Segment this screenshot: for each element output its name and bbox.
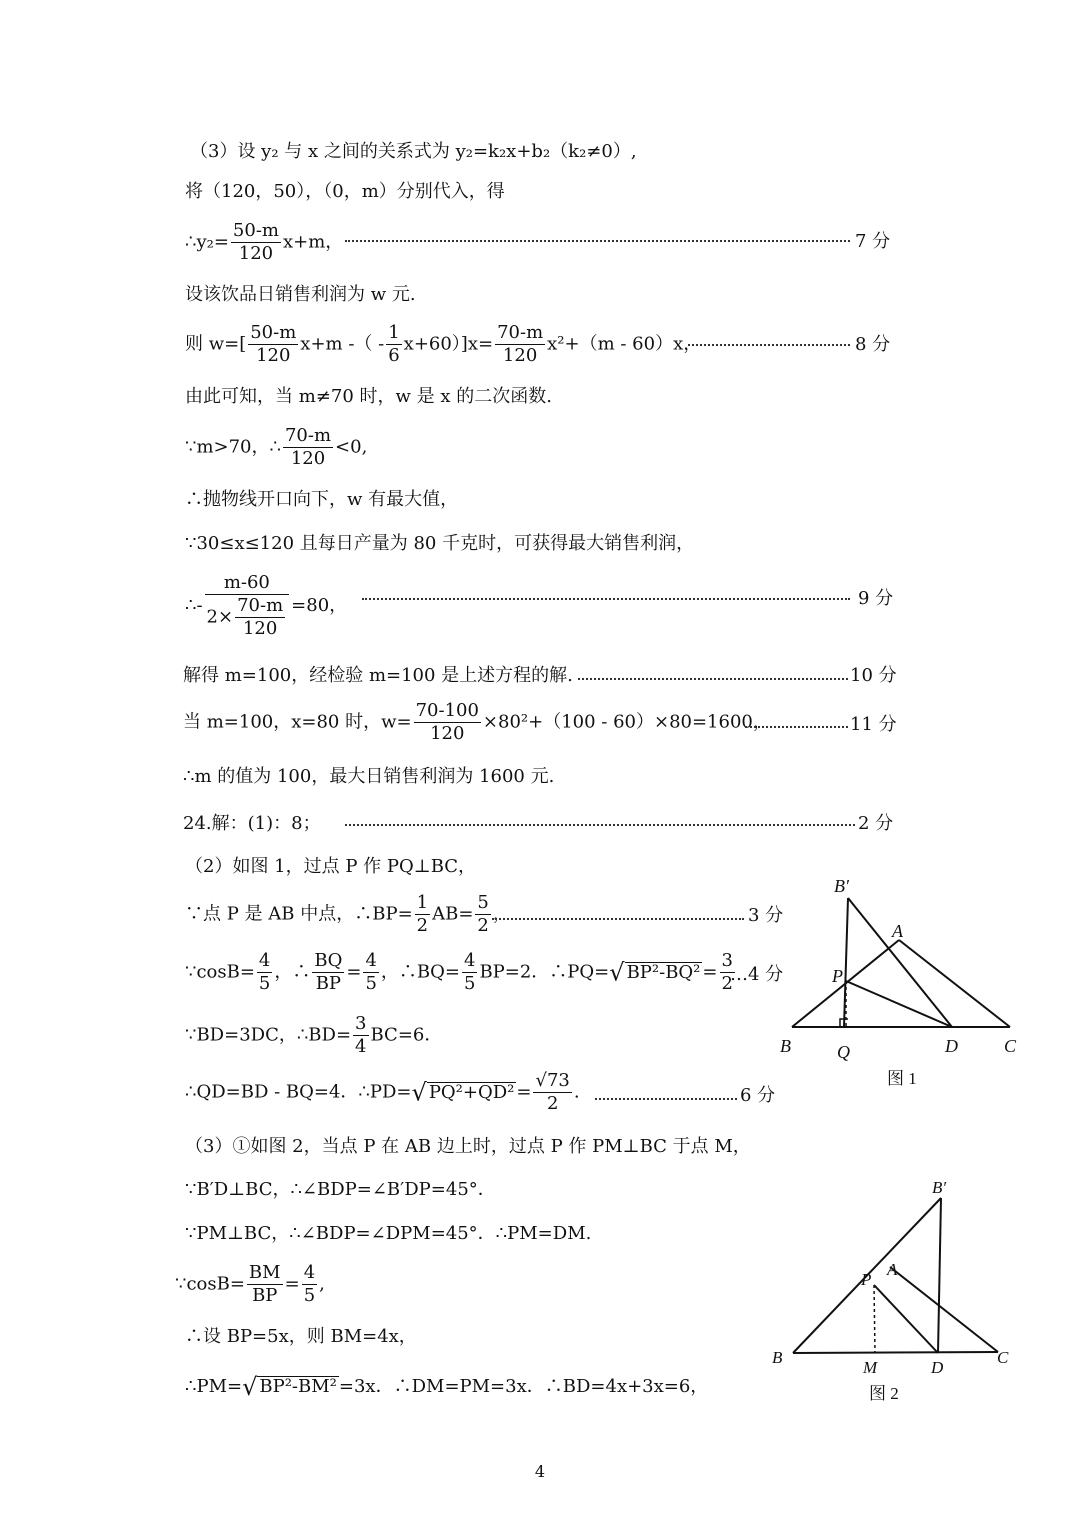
text: ∵BD=3DC，∴BD= (185, 1024, 352, 1046)
numerator: √73 (535, 1070, 570, 1091)
denominator: 4 (355, 1036, 367, 1057)
text: , (319, 1273, 325, 1295)
fraction (414, 700, 481, 745)
solution-line-16 (185, 892, 511, 937)
text: 2× (206, 606, 234, 628)
text: ， (492, 903, 511, 925)
line-ac (890, 1267, 998, 1352)
fraction (363, 950, 378, 995)
solution-line-9: ∵30≤x≤120 且每日产量为 80 千克时，可获得最大销售利润， (185, 533, 695, 554)
score-mark: 7 分 (855, 231, 891, 252)
denominator: 5 (365, 973, 377, 994)
text: ∵cosB= (175, 1273, 245, 1295)
denominator: 2 (721, 973, 733, 994)
solution-line-19 (185, 1070, 580, 1115)
label-m: M (863, 1358, 878, 1377)
score-mark: 3 分 (748, 905, 784, 926)
text: ×80²+（100 - 60）×80=1600， (482, 711, 771, 733)
solution-line-17 (185, 950, 737, 995)
solution-line-3 (185, 220, 343, 265)
dotted-leader (345, 824, 855, 826)
numerator: 50-m (232, 220, 279, 241)
denominator: BP (315, 973, 342, 994)
dotted-leader (345, 240, 850, 242)
text: AB= (432, 903, 474, 925)
label-p: P (861, 1270, 872, 1289)
denominator: 120 (502, 345, 538, 366)
solution-line-21: ∵B′D⊥BC，∴∠BDP=∠B′DP=45°． (185, 1179, 496, 1200)
fraction (235, 595, 285, 640)
text: ∵m>70，∴ (185, 436, 281, 458)
solution-line-14: 24.解：(1)：8； (183, 813, 321, 834)
figure-caption: 图 2 (869, 1384, 899, 1403)
solution-line-25 (185, 1375, 708, 1399)
radical-sign: √ (242, 1373, 258, 1401)
text: ，∴BQ= (380, 961, 460, 983)
fraction (302, 1262, 317, 1307)
text: x²+（m - 60）x， (547, 333, 702, 355)
numerator: 50-m (250, 322, 297, 343)
text: ∴y₂= (185, 231, 229, 253)
text: = (284, 1273, 300, 1295)
text: ，∴ (274, 961, 311, 983)
fraction (386, 322, 401, 367)
fraction (257, 950, 272, 995)
text: ∵cosB= (185, 961, 255, 983)
numerator: 70-m (497, 322, 544, 343)
text: 则 w=[ (185, 333, 247, 355)
denominator: 2 (416, 915, 429, 936)
fraction (353, 1013, 368, 1058)
line-b-prime-d (938, 1198, 941, 1353)
numerator: 70-100 (415, 700, 479, 721)
text: ∴QD=BD - BQ=4．∴PD= (185, 1081, 412, 1103)
label-b-prime: B′ (834, 876, 849, 896)
page-number: 4 (534, 1462, 546, 1481)
line-pd (874, 1285, 938, 1353)
radical-sign: √ (609, 958, 625, 987)
solution-line-4: 设该饮品日销售利润为 w 元. (185, 284, 416, 305)
numerator: 1 (388, 322, 400, 343)
text: ∴PM= (185, 1376, 243, 1397)
numerator: 1 (416, 892, 429, 913)
score-mark: …4 分 (730, 964, 784, 985)
text: = (702, 961, 718, 983)
dotted-leader (745, 726, 848, 728)
solution-line-6: 由此可知，当 m≠70 时，w 是 x 的二次函数. (185, 386, 552, 407)
label-a: A (892, 921, 903, 941)
line-pm (874, 1285, 875, 1353)
numerator: 3 (355, 1013, 367, 1034)
text: ∴- (185, 595, 203, 616)
solution-line-10 (185, 572, 347, 640)
numerator: 5 (477, 892, 489, 913)
denominator: 2 (477, 915, 489, 936)
score-mark: 9 分 (858, 588, 894, 609)
fraction (495, 322, 545, 367)
dotted-leader (595, 1098, 737, 1100)
solution-line-22: ∵PM⊥BC，∴∠BDP=∠DPM=45°．∴PM=DM. (185, 1223, 592, 1244)
numerator: m-60 (205, 572, 290, 595)
numerator: 70-m (237, 595, 284, 616)
dotted-leader (492, 918, 744, 920)
label-q: Q (837, 1042, 850, 1062)
solution-line-20: （3）①如图 2，当点 P 在 AB 边上时，过点 P 作 PM⊥BC 于点 M， (185, 1136, 751, 1157)
denominator: 120 (238, 243, 274, 264)
denominator: 5 (463, 973, 476, 994)
solution-line-23 (175, 1262, 325, 1307)
fraction (248, 322, 298, 367)
label-c: C (1004, 1036, 1017, 1056)
fraction (283, 425, 333, 470)
solution-line-7 (185, 425, 367, 470)
solution-line-24: ∴设 BP=5x，则 BM=4x， (185, 1326, 417, 1347)
score-mark: 10 分 (850, 665, 897, 686)
radicand: BP²-BQ² (626, 961, 701, 983)
radical-sign: √ (411, 1078, 427, 1107)
text: x+60）]x= (403, 333, 494, 355)
label-b: B (780, 1036, 791, 1056)
fraction (231, 220, 281, 265)
numerator: 4 (365, 950, 377, 971)
score-mark: 8 分 (855, 334, 891, 355)
solution-line-11: 解得 m=100，经检验 m=100 是上述方程的解. (183, 665, 573, 686)
label-b: B (772, 1348, 783, 1367)
label-d: D (945, 1036, 958, 1056)
label-b-prime: B′ (932, 1178, 947, 1197)
figure-1 (770, 870, 1020, 1100)
radicand: BP²-BM² (259, 1376, 337, 1397)
solution-line-15: （2）如图 1，过点 P 作 PQ⊥BC， (185, 856, 477, 877)
text: x+m， (282, 231, 344, 253)
solution-line-8: ∴抛物线开口向下，w 有最大值， (185, 489, 459, 510)
denominator (205, 595, 290, 640)
fraction (533, 1070, 571, 1115)
text: = (516, 1081, 532, 1103)
score-mark: 6 分 (740, 1085, 776, 1106)
denominator: 6 (388, 345, 400, 366)
line-pd (846, 981, 952, 1027)
dotted-leader (362, 598, 850, 600)
label-d: D (931, 1358, 944, 1377)
fraction (415, 892, 430, 937)
fraction (247, 1262, 283, 1307)
text: ∵点 P 是 AB 中点，∴BP= (185, 903, 413, 925)
denominator: 120 (256, 345, 291, 366)
numerator: 70-m (284, 425, 332, 446)
label-a: A (887, 1260, 898, 1279)
dotted-leader (578, 678, 848, 680)
nested-fraction (205, 572, 290, 640)
solution-line-1: （3）设 y₂ 与 x 之间的关系式为 y₂=k₂x+b₂（k₂≠0）, (190, 141, 637, 162)
numerator: 3 (721, 950, 733, 971)
solution-line-12 (183, 700, 771, 745)
line-b-prime-d (848, 898, 952, 1027)
text: <0, (335, 436, 368, 458)
dotted-leader (688, 344, 850, 346)
text: 当 m=100，x=80 时，w= (183, 711, 412, 733)
solution-line-2: 将（120，50），（0，m）分别代入，得 (185, 181, 505, 202)
line-bc (793, 1352, 998, 1353)
denominator: 2 (546, 1093, 559, 1114)
figure-caption: 图 1 (887, 1069, 917, 1088)
numerator: 4 (463, 950, 476, 971)
denominator: BP (252, 1285, 278, 1306)
solution-line-13: ∴m 的值为 100，最大日销售利润为 1600 元. (183, 766, 555, 787)
label-p: P (832, 966, 843, 986)
text: =3x．∴DM=PM=3x．∴BD=4x+3x=6， (338, 1376, 709, 1397)
solution-line-5 (185, 322, 701, 367)
solution-line-18 (185, 1013, 442, 1058)
text: BC=6． (370, 1024, 443, 1046)
text: x+m -（ - (300, 333, 385, 355)
denominator: 5 (258, 973, 271, 994)
numerator: BQ (314, 950, 343, 971)
text: . (573, 1081, 580, 1103)
numerator: BM (248, 1262, 281, 1283)
score-mark: 11 分 (850, 714, 897, 735)
radicand: PQ²+QD² (428, 1081, 515, 1103)
figure-2 (760, 1175, 1020, 1410)
label-c: C (997, 1348, 1009, 1367)
denominator: 5 (303, 1285, 316, 1306)
numerator: 4 (303, 1262, 316, 1283)
denominator: 120 (290, 448, 326, 469)
text: = (346, 961, 362, 983)
fraction (475, 892, 490, 937)
score-mark: 2 分 (858, 813, 894, 834)
text: =80， (291, 595, 348, 616)
denominator: 120 (242, 618, 278, 639)
fraction (462, 950, 477, 995)
denominator: 120 (430, 723, 465, 744)
text: BP=2．∴PQ= (479, 961, 610, 983)
numerator: 4 (258, 950, 271, 971)
fraction (312, 950, 344, 995)
